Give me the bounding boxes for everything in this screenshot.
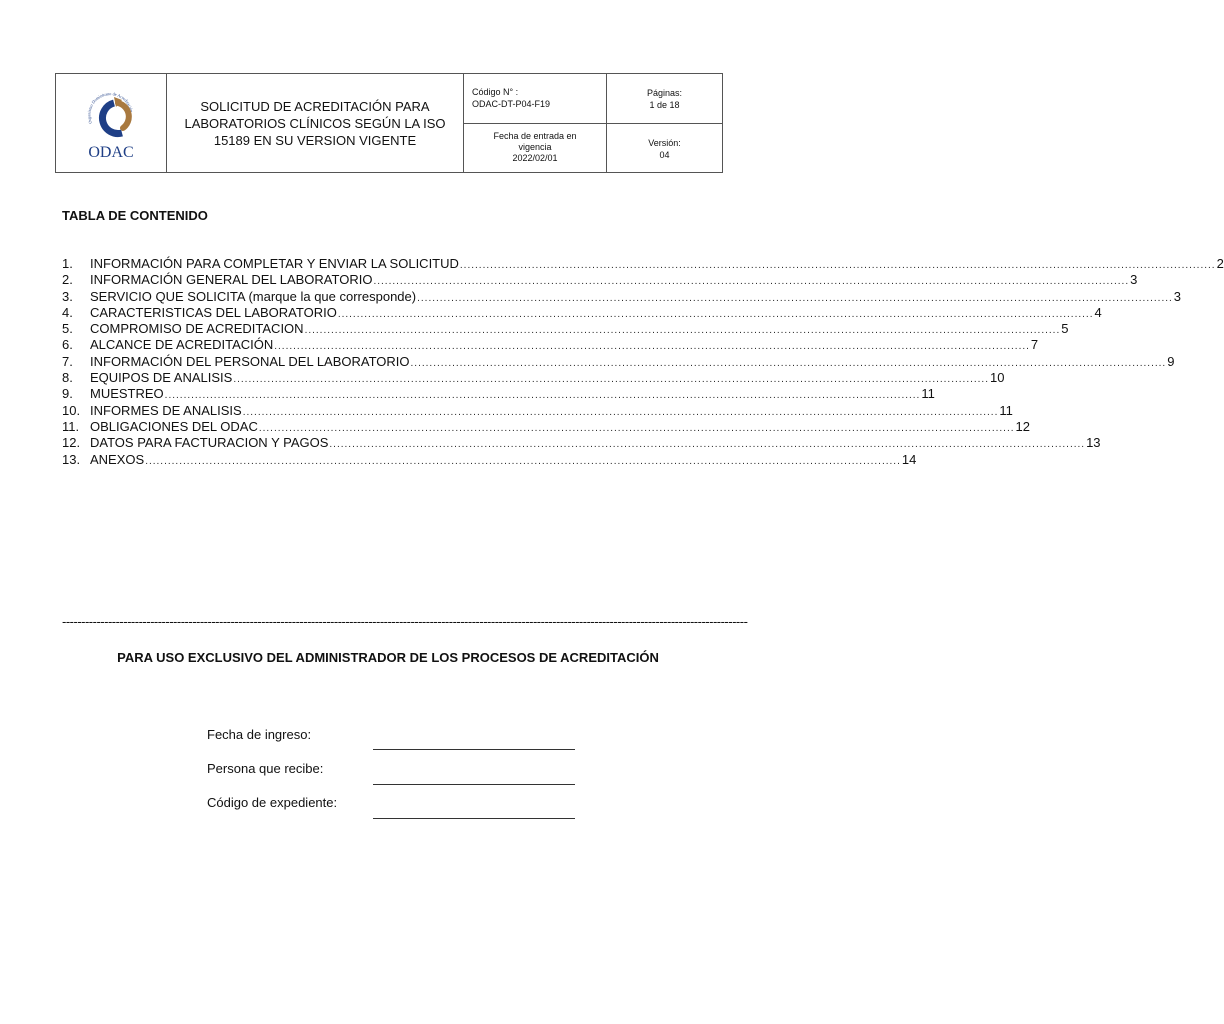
toc-item-number: 2. (62, 272, 73, 288)
section-separator: ----------------------------------------------------------------------------------------------------------------------------------------------------------------------------------- (62, 614, 748, 629)
toc-item-leader: ........................................................................................................................................................................................................ (337, 308, 1094, 320)
effective-date-cell (464, 124, 607, 172)
toc-item-page: 5 (1061, 321, 1069, 337)
toc-item-number: 6. (62, 337, 73, 353)
toc-item-number: 7. (62, 353, 73, 369)
intake-date-label: Fecha de ingreso: (207, 727, 312, 742)
toc-item-number: 5. (62, 321, 73, 337)
logo-wordmark: ODAC (88, 144, 134, 161)
toc-item[interactable] (62, 288, 1182, 305)
toc-item-page: 13 (1086, 435, 1101, 451)
pages-cell (607, 74, 722, 124)
toc-item-page: 12 (1015, 418, 1030, 434)
toc-item[interactable] (62, 402, 1013, 419)
toc-item-text: EQUIPOS DE ANALISIS (90, 370, 233, 386)
pages-value: 1 de 18 (649, 100, 680, 110)
toc-item-leader: ........................................................................................................................................................................................................ (258, 422, 1015, 434)
toc-item-number: 1. (62, 256, 73, 271)
toc-item[interactable] (62, 321, 1069, 337)
toc-item-leader: ........................................................................................................................................................................................................ (410, 357, 1167, 369)
toc-item[interactable] (62, 337, 1039, 353)
toc-item-text: CARACTERISTICAS DEL LABORATORIO (90, 304, 337, 320)
toc-list (62, 256, 1224, 468)
toc-title: TABLA DE CONTENIDO (62, 208, 208, 223)
toc-item[interactable] (62, 386, 935, 402)
toc-item-leader: ........................................................................................................................................................................................................ (164, 390, 921, 402)
toc-item[interactable] (62, 304, 1102, 321)
toc-item-leader: ........................................................................................................................................................................................................ (145, 455, 901, 467)
toc-item-leader: ........................................................................................................................................................................................................ (274, 341, 1030, 353)
toc-item-text: ALCANCE DE ACREDITACIÓN (90, 337, 274, 353)
toc-item-page: 4 (1094, 304, 1102, 320)
receiver-line[interactable] (373, 784, 575, 785)
document-header-table (55, 73, 723, 173)
receiver-label: Persona que recibe: (207, 761, 324, 776)
toc-item[interactable] (62, 451, 917, 468)
toc-item[interactable] (62, 418, 1030, 435)
toc-item-leader: ........................................................................................................................................................................................................ (459, 260, 1216, 271)
toc-item-text: DATOS PARA FACTURACION Y PAGOS (90, 435, 329, 451)
toc-item-page: 2 (1216, 256, 1224, 271)
toc-item-text: SERVICIO QUE SOLICITA (marque la que corresponde) (90, 288, 417, 304)
toc-item-text: MUESTREO (90, 386, 164, 402)
version-cell (607, 124, 722, 172)
toc-item-number: 4. (62, 304, 73, 320)
toc-item-text: INFORMES DE ANALISIS (90, 402, 242, 418)
odac-logo (78, 79, 144, 165)
toc-item-text: INFORMACIÓN DEL PERSONAL DEL LABORATORIO (90, 353, 410, 369)
toc-item-number: 13. (62, 451, 81, 467)
toc-item-text: INFORMACIÓN GENERAL DEL LABORATORIO (90, 272, 373, 288)
file-code-label: Código de expediente: (207, 795, 338, 810)
toc-item-page: 9 (1167, 353, 1175, 369)
toc-item[interactable] (62, 256, 1224, 272)
toc-item-number: 10. (62, 402, 81, 418)
logo-cell (56, 74, 167, 172)
toc-item-page: 3 (1173, 288, 1182, 304)
toc-item-text: INFORMACIÓN PARA COMPLETAR Y ENVIAR LA SOLICITUD (90, 256, 459, 271)
admin-section-title: PARA USO EXCLUSIVO DEL ADMINISTRADOR DE LOS PROCESOS DE ACREDITACIÓN (117, 650, 659, 665)
toc-item-page: 10 (990, 370, 1005, 386)
toc-item[interactable] (62, 353, 1175, 370)
toc-item-text: COMPROMISO DE ACREDITACION (90, 321, 304, 337)
toc-item-leader: ........................................................................................................................................................................................................ (233, 374, 989, 386)
date-value: 2022/02/01 (512, 153, 558, 163)
toc-item-number: 8. (62, 370, 73, 386)
intake-date-line[interactable] (373, 749, 575, 750)
document-code-cell (464, 74, 607, 124)
toc-item-number: 3. (62, 288, 73, 304)
toc-item-leader: ........................................................................................................................................................................................................ (304, 325, 1061, 337)
version-label: Versión: (648, 138, 681, 148)
code-label: Código N° : (472, 87, 519, 97)
toc-item-page: 11 (999, 402, 1013, 418)
toc-item[interactable] (62, 272, 1138, 288)
version-value: 04 (659, 150, 670, 160)
toc-item-text: OBLIGACIONES DEL ODAC (90, 418, 258, 434)
toc-item-page: 3 (1130, 272, 1138, 288)
date-label: Fecha de entrada en vigencia (493, 131, 577, 152)
toc-item-number: 12. (62, 435, 81, 451)
logo-ring-text: Organismo Dominicano de Acreditación (86, 91, 135, 125)
toc-item-leader: ........................................................................................................................................................................................................ (329, 439, 1086, 451)
toc-item-page: 14 (901, 451, 917, 467)
toc-item[interactable] (62, 435, 1101, 451)
toc-item-number: 9. (62, 386, 73, 402)
code-value: ODAC-DT-P04-F19 (472, 99, 551, 109)
toc-item[interactable] (62, 370, 1005, 386)
document-title: SOLICITUD DE ACREDITACIÓN PARA LABORATORIOS CLÍNICOS SEGÚN LA ISO 15189 EN SU VERSION VIGENTE (167, 74, 464, 172)
toc-item-text: ANEXOS (90, 451, 145, 467)
toc-item-leader: ........................................................................................................................................................................................................ (373, 276, 1130, 288)
pages-label: Páginas: (646, 88, 683, 98)
toc-item-number: 11. (62, 418, 80, 434)
toc-item-page: 11 (921, 386, 935, 402)
toc-item-leader: ........................................................................................................................................................................................................ (417, 292, 1173, 304)
file-code-line[interactable] (373, 818, 575, 819)
toc-item-leader: ........................................................................................................................................................................................................ (242, 406, 999, 418)
toc-item-page: 7 (1030, 337, 1039, 353)
